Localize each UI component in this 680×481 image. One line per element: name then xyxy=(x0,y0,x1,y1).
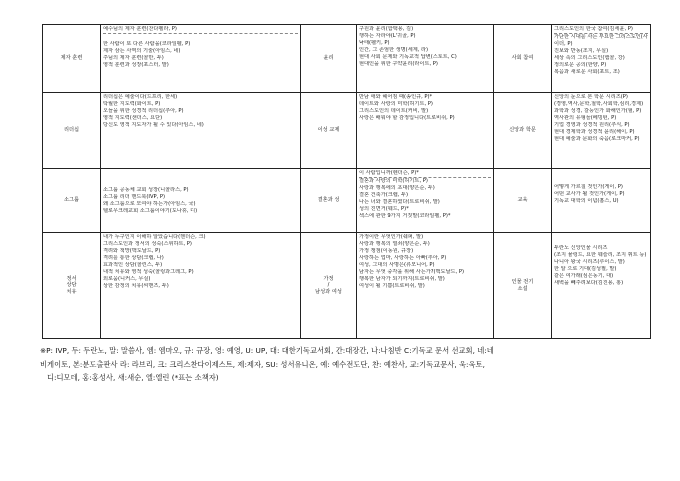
book-entry: 한 알 으로 기대(김성필, 말) xyxy=(554,266,617,272)
book-entry: 영적 훈련과 성장(포스터, 말) xyxy=(103,62,169,68)
book-list xyxy=(357,169,494,233)
book-list xyxy=(357,233,494,339)
book-entry: 사랑과 행복의 열쇠(양은순, 두) xyxy=(359,241,430,247)
book-entry: 예수님의 제자 훈련(찬다펠라, P) xyxy=(103,26,298,34)
book-entry: 현대 사회 문제와 기독교적 답변(스토트, C) xyxy=(359,54,457,60)
book-entry: 어떻게 가르칠 것인가(게이, P) xyxy=(554,184,623,190)
book-entry: 복음과 새로운 사회(포트, 조) xyxy=(554,69,620,75)
book-entry: 소그룹 공동체 교회 성장(니콜라스, P) xyxy=(103,187,189,193)
book-entry: 한 사람이 또 다른 사람을(코라일펠, P) xyxy=(103,41,191,47)
book-entry: 가난한 시대를 사는 부요한 그리스도인(사이더, P) xyxy=(554,34,648,47)
book-entry: 사랑하는 업마, 사랑하는 아빠(추아, P) xyxy=(359,255,447,261)
book-entry: 역사관의 유형들(베빙턴, P) xyxy=(554,115,617,121)
book-entry: (조지 뮬렁드, 요한 웨슬리, 조지 휘트 등) xyxy=(554,252,647,258)
book-list xyxy=(101,169,301,233)
category-label: 사회 참여 xyxy=(494,25,552,93)
table-row xyxy=(43,233,651,339)
book-entry: 소그룹 리더 핸드북(IVP, P) xyxy=(103,194,166,200)
book-entry xyxy=(554,177,648,184)
book-entry: 세상 속의 그리스도인(햄콜, 강) xyxy=(554,55,625,61)
book-entry: 내가 누구인지 이해하 알았습니다(헨더슨, 크) xyxy=(103,234,206,240)
book-entry xyxy=(103,34,298,41)
book-list xyxy=(552,169,651,233)
book-entry: 가정이란 무엇인가(쉐퍼, 말) xyxy=(359,234,424,240)
book-entry: 리더십은 예술이다(드프리, 한세) xyxy=(103,94,178,100)
book-entry: 정의로운 공의(한양, P) xyxy=(554,62,607,68)
category-label: 리더십 xyxy=(43,93,101,169)
book-entry: 효과적인 상담(콜린스, 두) xyxy=(103,262,163,268)
book-entry: 그리스도인의 데이트(커비, 말) xyxy=(359,108,429,114)
book-entry: 현대 경제학과 성경적 윤리(해이, P) xyxy=(554,129,635,135)
book-entry: 만남 애와 헤어짐 때(송인규, P)* xyxy=(359,94,433,100)
legend-line: 디:디모데, 홍:홍성사, 새:새순, 엘:엘린 (*표는 소책자) xyxy=(47,373,219,382)
category-label: 정서 상담 치유 xyxy=(43,233,101,339)
category-label: 교육 xyxy=(494,169,552,233)
book-entry: 현대 예술과 문화의 죽음(로크마커, P) xyxy=(554,136,640,142)
book-list xyxy=(552,25,651,93)
book-entry: 그리스도인과 정서의 성숙(스위하트, P) xyxy=(103,241,192,247)
book-list xyxy=(357,25,494,93)
book-entry: 오늘을 위한 성경적 리더십(추아, P) xyxy=(103,108,184,114)
book-entry: 진보와 반동(조지, 무실) xyxy=(554,48,609,54)
book-entry: 격려를 통한 상담(크랩, 나) xyxy=(103,255,164,261)
book-entry: 가정 쟁점(이동원, 규장) xyxy=(359,248,414,254)
book-entry: 행하는 자라야(L'귀골, P) xyxy=(359,33,416,39)
book-entry: 어떤 교사가 될 것인가(게이, P) xyxy=(554,191,625,197)
category-label: 신앙과 학문 xyxy=(494,93,552,169)
book-entry: 기독교 대학의 이념(홈스, U) xyxy=(554,198,619,204)
book-entry: 남자는 무엇 중각을 위해 사는가?(맥도날드, P) xyxy=(359,269,465,275)
table-row xyxy=(43,169,651,233)
table-row xyxy=(43,93,651,169)
category-label: 소그룹 xyxy=(43,169,101,233)
book-list xyxy=(101,25,301,93)
legend-line: 비게이토, 본:분도출판사 라: 라브리, 크: 크리스찬다이제스트, 제:제자, SU: 성서유니온, 예: 예수전도단, 찬: 예찬사, 교:기독교문사, 욱:욱토, xyxy=(40,359,485,369)
category-label: 결혼과 성 xyxy=(301,169,357,233)
book-list xyxy=(101,93,301,169)
book-entry: 여성이 될 기쁨(트로비쉬, 말) xyxy=(359,283,425,289)
book-list xyxy=(552,233,651,339)
book-entry: 격려와 책망(맥도날드, P) xyxy=(103,248,161,254)
book-list xyxy=(552,93,651,169)
book-entry: 당신도 영적 지도자가 될 수 있다(아임스, 네) xyxy=(103,122,204,128)
book-entry: 인간, 그 존엄한 생명(세계, 라) xyxy=(359,47,429,53)
book-entry: 데이트와 사랑의 미학(허기트, P) xyxy=(359,101,433,107)
book-entry: 왜 소그룹으로 모여야 하는가(아임스, 국) xyxy=(103,201,196,207)
book-entry: 섹스에 관한 9가지 거짓말(코라일펠, P)* xyxy=(359,213,451,219)
book-entry: 나니아 왕국 시리즈(루이스, 말) xyxy=(554,259,625,265)
book-list xyxy=(101,233,301,339)
book-entry: 상한 감정의 치유(씨맨즈, 두) xyxy=(103,283,169,289)
book-entry: 신앙의 눈으로 본 학문 시리즈(P) xyxy=(554,94,628,100)
book-entry: 결혼 건축가(크랩, 두) xyxy=(359,192,409,198)
book-entry: 구원과 윤리(함택용, 김) xyxy=(359,26,414,32)
book-entry: 영적 지도력(샌더스, 요단) xyxy=(103,115,163,121)
book-entry: 기업 경영과 성경적 원리(추식, P) xyxy=(554,122,630,128)
book-entry xyxy=(554,170,648,177)
book-entry: 사랑은 배워야 할 감정입니다(트로비쉬, P) xyxy=(359,115,455,121)
table-row xyxy=(43,25,651,93)
book-entry: 새벽을 빼주려보다(김진용, 홍) xyxy=(554,280,624,286)
book-entry: 주님의 제자 훈련(콜만, 두) xyxy=(103,55,164,61)
book-entry: 현대인을 위한 구약윤리(라이트, P) xyxy=(359,61,438,67)
book-entry: (경영,역사,문학,철학,사회학,심리,경제) xyxy=(554,101,644,107)
book-entry: 제자 삼는 사역의 기술(아임스, 네) xyxy=(103,48,181,54)
publisher-legend xyxy=(40,344,662,385)
book-list xyxy=(357,93,494,169)
category-label: 윤리 xyxy=(301,25,357,93)
book-entry: 내적 치유와 영적 성숙(콜렁과그레그, P) xyxy=(103,269,194,275)
book-entry: 이 사람입니까(렌더슨, P)* xyxy=(359,170,491,178)
book-entry: 사랑과 행복에의 초대(양은순, 두) xyxy=(359,185,435,191)
book-entry: 같은 여가래(심은동기, 대) xyxy=(554,273,614,279)
book-entry: 텔로우크레교회 소그룹이야기(도나휴, 디) xyxy=(103,208,198,214)
category-label: 제자 훈련 xyxy=(43,25,101,93)
book-entry: 여성, 그대의 사명은(류모니어, P) xyxy=(359,262,435,268)
book-entry: 외로움(니커스, 무실) xyxy=(103,276,151,282)
book-entry: 행복한 남자가 되기까지(트로비쉬, 말) xyxy=(359,276,445,282)
book-entry: 나는 너와 결혼하였다(트로비쉬, 말) xyxy=(359,199,440,205)
book-entry: 낙태(펠키, P) xyxy=(359,40,390,46)
category-label: 인물 전기 소설 xyxy=(494,233,552,339)
book-entry: 그리스도인의 한국 참여(김세윤, P) xyxy=(554,26,648,34)
book-entry: 결혼과 사랑의 미학(허기트, P) xyxy=(359,178,428,184)
category-label: 이성 교제 xyxy=(301,93,357,169)
book-entry: 과학과 성경, 갈등인가 화해인가(헐, P) xyxy=(554,108,642,114)
category-label: 가정 / 남성과 여성 xyxy=(301,233,357,339)
book-entry: 성의 진면거(웨드, P)* xyxy=(359,206,409,212)
legend-line: ※P: IVP, 두: 두란노, 말: 말씀사, 엠: 엠마오, 규: 규장, 영: 예영, U: UP, 대: 대한기독교서회, 간:대장간, 나:나침반 C:기독교 문서 선교회, 네:네 xyxy=(40,346,494,355)
reading-list-table xyxy=(42,24,651,339)
book-entry: 두란노 신앙인물 시리즈 xyxy=(554,245,608,251)
book-entry: 탁월한 지도력(화이트, P) xyxy=(103,101,161,107)
